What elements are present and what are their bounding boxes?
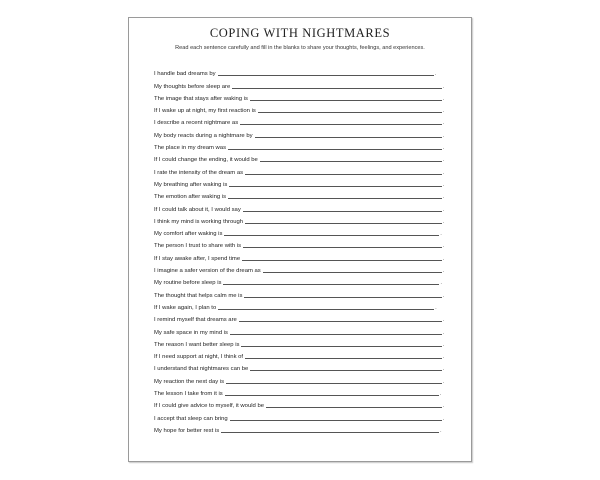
prompt-row [154,286,444,298]
prompt-row [154,274,444,286]
line-end-period: . [442,83,444,90]
fill-in-blank[interactable] [221,427,442,434]
prompt-row [154,237,444,249]
fill-in-blank[interactable] [228,193,442,199]
prompt-row [154,90,444,102]
prompt-row [154,200,444,212]
prompt-label: The lesson I take from it is [154,391,223,398]
line-end-period: . [439,391,442,398]
fill-in-blank[interactable] [245,218,442,224]
fill-in-blank[interactable] [250,365,441,371]
prompt-label: My breathing after waking is [154,181,228,188]
fill-in-blank[interactable] [255,132,442,138]
prompt-label: If I could change the ending, it would be [154,157,258,164]
fill-in-blank[interactable] [240,119,441,125]
fill-in-blank[interactable] [241,341,441,347]
prompt-row [154,188,444,200]
prompt-label: My hope for better rest is [154,427,220,434]
line-end-period: . [442,206,444,213]
prompt-row [154,422,444,434]
prompt-label: The image that stays after waking is [154,95,248,102]
fill-in-blank[interactable] [232,83,441,89]
line-end-period: . [434,71,436,78]
prompt-list [154,65,444,434]
fill-in-blank[interactable] [226,378,442,384]
fill-in-blank[interactable] [224,230,442,238]
fill-in-blank[interactable] [258,107,442,113]
prompt-row [154,114,444,126]
fill-in-blank[interactable] [218,304,437,311]
line-end-period: . [442,181,444,188]
prompt-label: My comfort after waking is [154,231,223,238]
prompt-row [154,77,444,89]
line-end-period: . [442,292,444,299]
prompt-label: My body reacts during a nightmare by [154,132,253,139]
prompt-row [154,213,444,225]
prompt-row [154,262,444,274]
line-end-period: . [442,329,444,336]
prompt-row [154,323,444,335]
line-end-period: . [442,255,444,262]
prompt-row [154,65,444,77]
prompt-label: I understand that nightmares can be [154,366,249,373]
prompt-row [154,336,444,348]
fill-in-blank[interactable] [243,206,442,212]
prompt-label: I describe a recent nightmare as [154,120,239,127]
line-end-period: . [442,378,444,385]
line-end-period: . [442,317,444,324]
prompt-label: If I could talk about it, I would say [154,206,241,213]
line-end-period: . [442,403,444,410]
prompt-row [154,299,444,311]
line-end-period: . [440,231,442,238]
prompt-label: I think my mind is working through [154,218,244,225]
prompt-label: The reason I want better sleep is [154,341,240,348]
line-end-period: . [442,95,444,102]
fill-in-blank[interactable] [225,390,442,398]
prompt-label: If I wake again, I plan to [154,304,217,311]
fill-in-blank[interactable] [244,292,441,298]
worksheet-instructions: Read each sentence carefully and fill in the blanks to share your thoughts, feelings, and experiences. [175,45,425,51]
line-end-period: . [442,169,444,176]
fill-in-blank[interactable] [229,181,441,187]
prompt-label: I remind myself that dreams are [154,317,237,324]
fill-in-blank[interactable] [260,156,442,162]
prompt-row [154,151,444,163]
prompt-label: I handle bad dreams by [154,71,216,78]
prompt-label: My reaction the next day is [154,378,225,385]
fill-in-blank[interactable] [250,95,442,101]
line-end-period: . [442,243,444,250]
fill-in-blank[interactable] [245,169,442,175]
line-end-period: . [442,108,444,115]
fill-in-blank[interactable] [245,353,442,359]
prompt-label: I imagine a safer version of the dream as [154,268,261,275]
fill-in-blank[interactable] [223,279,442,287]
line-end-period: . [440,280,442,287]
fill-in-blank[interactable] [239,316,442,322]
line-end-period: . [442,366,444,373]
prompt-row [154,163,444,175]
fill-in-blank[interactable] [266,402,442,408]
line-end-period: . [442,268,444,275]
prompt-row [154,360,444,372]
worksheet-title: COPING WITH NIGHTMARES [209,26,391,40]
prompt-label: If I wake up at night, my first reaction is [154,108,256,115]
prompt-row [154,348,444,360]
fill-in-blank[interactable] [243,242,442,248]
line-end-period: . [442,354,444,361]
prompt-row [154,372,444,384]
fill-in-blank[interactable] [263,267,442,273]
line-end-period: . [442,218,444,225]
fill-in-blank[interactable] [242,255,441,261]
prompt-label: My thoughts before sleep are [154,83,231,90]
prompt-row [154,311,444,323]
prompt-label: If I could give advice to myself, it would be [154,403,265,410]
prompt-label: The emotion after waking is [154,194,227,201]
line-end-period: . [442,415,444,422]
line-end-period: . [442,341,444,348]
prompt-row [154,102,444,114]
line-end-period: . [442,145,444,152]
prompt-label: If I need support at night, I think of [154,354,244,361]
prompt-row [154,385,444,397]
prompt-label: If I stay awake after, I spend time [154,255,241,262]
fill-in-blank[interactable] [218,70,434,76]
line-end-period: . [435,304,437,311]
prompt-label: The thought that helps calm me is [154,292,243,299]
prompt-row [154,397,444,409]
fill-in-blank[interactable] [230,329,442,335]
prompt-label: My safe space in my mind is [154,329,228,336]
prompt-label: The place in my dream was [154,145,227,152]
prompt-row [154,409,444,421]
prompt-row [154,139,444,151]
fill-in-blank[interactable] [230,415,442,421]
prompt-label: My routine before sleep is [154,280,222,287]
prompt-row [154,225,444,237]
fill-in-blank[interactable] [228,144,442,150]
worksheet-page [128,17,472,462]
prompt-row [154,176,444,188]
prompt-label: I accept that sleep can bring [154,415,228,422]
line-end-period: . [442,157,444,164]
prompt-label: I rate the intensity of the dream as [154,169,244,176]
line-end-period: . [442,132,444,139]
line-end-period: . [440,427,442,434]
prompt-row [154,126,444,138]
line-end-period: . [442,194,444,201]
prompt-row [154,249,444,261]
line-end-period: . [442,120,444,127]
prompt-label: The person I trust to share with is [154,243,242,250]
